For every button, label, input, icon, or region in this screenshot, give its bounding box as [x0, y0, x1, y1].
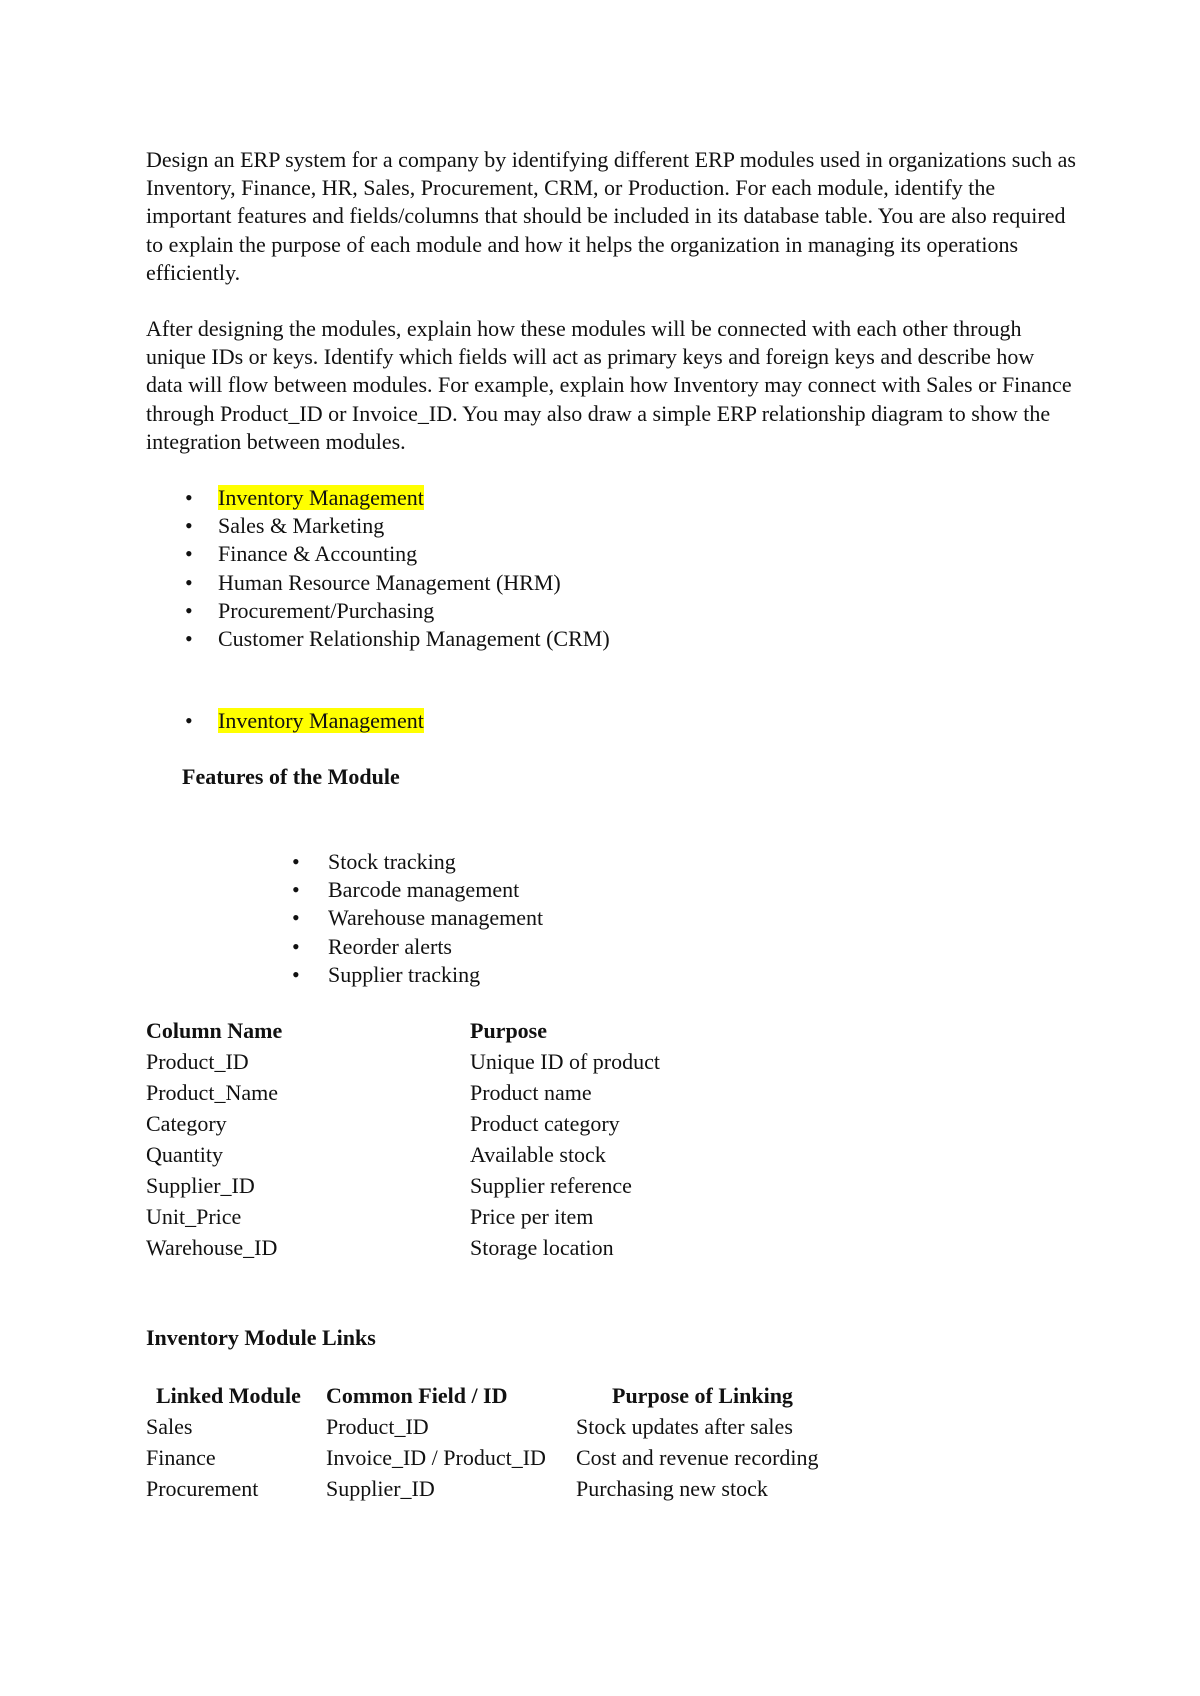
- table-cell: Finance: [146, 1445, 216, 1470]
- list-item: [292, 961, 543, 989]
- module-label: Sales & Marketing: [218, 513, 385, 539]
- table-cell: Available stock: [470, 1142, 606, 1167]
- list-item: [185, 597, 610, 625]
- module-label: Finance & Accounting: [218, 541, 418, 567]
- table-cell: Cost and revenue recording: [576, 1445, 819, 1470]
- bullet-icon: •: [185, 485, 193, 510]
- features-list: [292, 848, 544, 989]
- table-cell: Unique ID of product: [470, 1049, 661, 1074]
- table-cell: Product_ID: [326, 1414, 429, 1439]
- list-item: [185, 540, 610, 568]
- table-cell: Invoice_ID / Product_ID: [326, 1445, 546, 1470]
- table-cell: Category: [146, 1111, 227, 1136]
- table-cell: Stock updates after sales: [576, 1414, 793, 1439]
- table-cell: Product_Name: [146, 1080, 278, 1105]
- bullet-icon: •: [292, 933, 300, 959]
- bullet-icon: •: [292, 905, 300, 931]
- column-header: Column Name: [146, 1018, 283, 1043]
- table-cell: Warehouse_ID: [146, 1235, 278, 1260]
- modules-list: [185, 484, 610, 653]
- table-cell: Procurement: [146, 1476, 259, 1501]
- inventory-section-title-list: [185, 707, 424, 735]
- intro-paragraph-1: Design an ERP system for a company by identifying different ERP modules used in organizations such as Inventory, Finance, HR, Sales, Procurement, CRM, or Production. For each module, identify the important features and fields/columns that should be included in its database table. You are also required to explain the purpose of each module and how it helps the organization in managing its operations efficiently.: [146, 147, 1076, 285]
- list-item: [292, 904, 544, 932]
- bullet-icon: •: [185, 625, 193, 651]
- list-item: [292, 933, 543, 961]
- bullet-icon: •: [185, 513, 193, 539]
- list-item: [185, 569, 610, 597]
- column-header: Common Field / ID: [326, 1383, 508, 1408]
- list-item: [292, 876, 543, 904]
- table-cell: Product category: [470, 1111, 620, 1136]
- table-cell: Unit_Price: [146, 1204, 242, 1229]
- feature-label: Warehouse management: [328, 905, 544, 931]
- table-cell: Product_ID: [146, 1049, 249, 1074]
- table-cell: Quantity: [146, 1142, 223, 1167]
- table-cell: Supplier reference: [470, 1173, 632, 1198]
- inventory-section-title: Inventory Management: [218, 708, 424, 733]
- intro-paragraph-2: After designing the modules, explain how these modules will be connected with each other through unique IDs or keys. Identify which fields will act as primary keys and foreign keys and describe how data will flow between modules. For example, explain how Inventory may connect with Sales or Finance through Product_ID or Invoice_ID. You may also draw a simple ERP relationship diagram to show the integration between modules.: [146, 316, 1072, 454]
- bullet-icon: •: [292, 961, 300, 987]
- bullet-icon: •: [292, 877, 300, 903]
- bullet-icon: •: [185, 569, 193, 595]
- module-label: Procurement/Purchasing: [218, 597, 435, 623]
- module-label: Human Resource Management (HRM): [218, 569, 561, 595]
- table-cell: Purchasing new stock: [576, 1476, 768, 1501]
- features-heading: Features of the Module: [182, 764, 400, 789]
- column-header: Purpose: [470, 1018, 547, 1043]
- list-item: [185, 625, 610, 653]
- bullet-icon: •: [292, 849, 300, 874]
- list-item: [185, 512, 610, 540]
- feature-label: Supplier tracking: [328, 961, 481, 987]
- table-cell: Price per item: [470, 1204, 594, 1229]
- bullet-icon: •: [185, 541, 193, 567]
- list-item: [185, 707, 424, 735]
- column-header: Linked Module: [156, 1383, 301, 1408]
- feature-label: Reorder alerts: [328, 933, 452, 959]
- bullet-icon: •: [185, 597, 193, 623]
- table-cell: Sales: [146, 1414, 193, 1439]
- bullet-icon: •: [185, 708, 193, 733]
- feature-label: Barcode management: [328, 877, 520, 903]
- feature-label: Stock tracking: [328, 849, 456, 874]
- table-cell: Product name: [470, 1080, 592, 1105]
- list-item: [292, 848, 543, 876]
- module-label: Inventory Management: [218, 485, 424, 510]
- table-cell: Supplier_ID: [146, 1173, 255, 1198]
- module-label: Customer Relationship Management (CRM): [218, 625, 610, 651]
- list-item: [185, 484, 610, 512]
- links-heading: Inventory Module Links: [146, 1325, 376, 1350]
- column-header: Purpose of Linking: [612, 1383, 793, 1408]
- table-cell: Supplier_ID: [326, 1476, 435, 1501]
- table-cell: Storage location: [470, 1235, 614, 1260]
